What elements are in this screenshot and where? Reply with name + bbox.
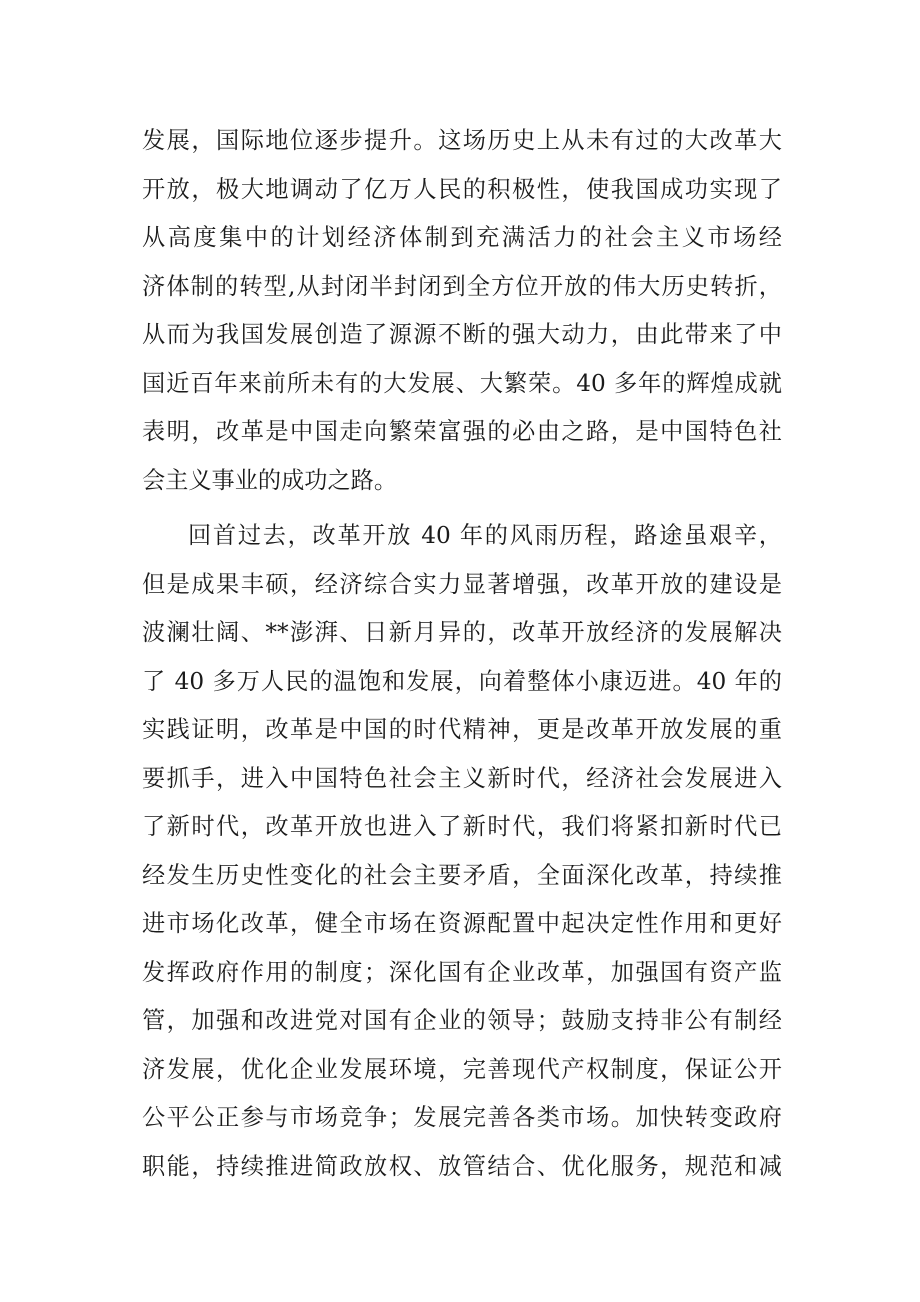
text-line: 波澜壮阔、**澎湃、日新月异的，改革开放经济的发展解决	[142, 619, 782, 646]
text-line: 济体制的转型,从封闭半封闭到全方位开放的伟大历史转折，	[142, 272, 782, 300]
text-line: 发展，国际地位逐步提升。这场历史上从未有过的大改革大	[142, 127, 782, 154]
text-line: 开放，极大地调动了亿万人民的积极性，使我国成功实现了	[142, 175, 782, 203]
text-line: 回首过去，改革开放 40 年的风雨历程，路途虽艰辛，	[188, 522, 782, 549]
text-line: 实践证明，改革是中国的时代精神，更是改革开放发展的重	[142, 716, 782, 743]
text-line: 进市场化改革，健全市场在资源配置中起决定性作用和更好	[142, 910, 782, 937]
text-line: 表明，改革是中国走向繁荣富强的必由之路，是中国特色社	[142, 418, 782, 445]
text-line: 会主义事业的成功之路。	[142, 466, 398, 494]
text-line: 管，加强和改进党对国有企业的领导；鼓励支持非公有制经	[142, 1007, 782, 1034]
text-line: 济发展，优化企业发展环境，完善现代产权制度，保证公开	[142, 1055, 782, 1083]
text-line: 从高度集中的计划经济体制到充满活力的社会主义市场经	[142, 224, 782, 251]
text-line: 从而为我国发展创造了源源不断的强大动力，由此带来了中	[142, 321, 782, 348]
text-line: 公平公正参与市场竞争；发展完善各类市场。加快转变政府	[142, 1104, 782, 1131]
text-line: 要抓手，进入中国特色社会主义新时代，经济社会发展进入	[142, 764, 782, 792]
body-text	[142, 117, 782, 1191]
text-line: 但是成果丰硕，经济综合实力显著增强，改革开放的建设是	[142, 570, 782, 598]
text-line: 了新时代，改革开放也进入了新时代，我们将紧扣新时代已	[142, 813, 782, 840]
paragraph-2	[142, 512, 782, 1191]
text-line: 国近百年来前所未有的大发展、大繁荣。40 多年的辉煌成就	[142, 369, 782, 397]
text-line: 职能，持续推进简政放权、放管结合、优化服务，规范和减	[142, 1152, 782, 1180]
paragraph-gap	[142, 505, 782, 512]
text-line: 发挥政府作用的制度；深化国有企业改革，加强国有资产监	[142, 958, 782, 986]
text-line: 经发生历史性变化的社会主要矛盾，全面深化改革，持续推	[142, 861, 782, 889]
paragraph-1	[142, 117, 782, 505]
text-line: 了 40 多万人民的温饱和发展，向着整体小康迈进。40 年的	[142, 667, 782, 695]
